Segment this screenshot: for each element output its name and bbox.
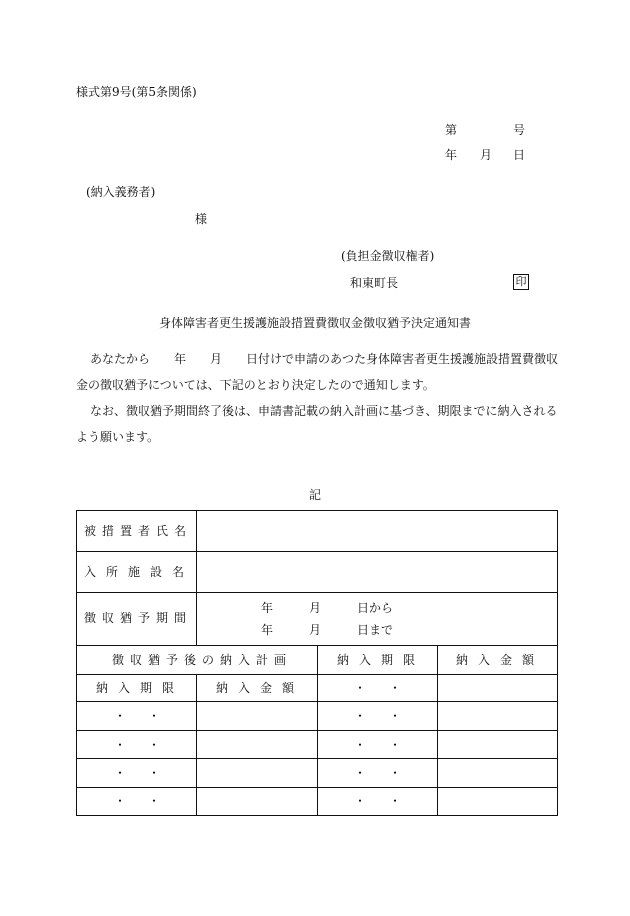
ki-heading: 記 (308, 488, 321, 502)
date-separator-dot: ・ (148, 738, 161, 752)
date-separator-dot: ・ (148, 766, 161, 780)
body-paragraph-2: なお、徴収猶予期間終了後は、申請書記載の納入計画に基づき、期限までに納入されるよう願います。 (76, 404, 558, 444)
deferral-period-label: 徴収猶予期間 (84, 611, 193, 625)
date-separator-dot: ・ (389, 681, 402, 695)
plan-header: 徴収猶予後の納入計画 (112, 653, 293, 667)
date-separator-dot: ・ (354, 738, 367, 752)
date-separator-dot: ・ (389, 794, 402, 808)
document-number-suffix: 号 (513, 123, 526, 137)
period-to-year: 年 (261, 623, 274, 637)
date-separator-dot: ・ (389, 738, 402, 752)
payer-honorific: 様 (195, 212, 208, 226)
table-rule (196, 674, 197, 816)
date-separator-dot: ・ (354, 681, 367, 695)
body-paragraph-1: あなたから 年 月 日付けで申請のあつた身体障害者更生援護施設措置費徴収金の徴収猶予については、下記のとおり決定したので通知します。 (76, 352, 559, 392)
issue-date-month: 月 (480, 148, 493, 162)
issue-date-year: 年 (445, 148, 458, 162)
amount-header: 納入金額 (456, 653, 545, 667)
date-separator-dot: ・ (354, 794, 367, 808)
date-separator-dot: ・ (389, 766, 402, 780)
date-separator-dot: ・ (148, 794, 161, 808)
collector-label: (負担金徴収権者) (341, 249, 435, 263)
detail-table (76, 510, 558, 816)
table-border (557, 510, 558, 816)
period-to-day: 日まで (357, 623, 394, 637)
seal-mark: 印 (513, 274, 529, 290)
table-border (76, 510, 558, 511)
table-rule (437, 645, 438, 816)
table-rule (76, 592, 558, 593)
payer-label: (納入義務者) (86, 185, 156, 199)
date-separator-dot: ・ (354, 766, 367, 780)
date-separator-dot: ・ (148, 709, 161, 723)
date-separator-dot: ・ (114, 794, 127, 808)
date-separator-dot: ・ (114, 766, 127, 780)
table-rule (317, 645, 318, 816)
date-separator-dot: ・ (389, 709, 402, 723)
document-title: 身体障害者更生援護施設措置費徴収金徴収猶予決定通知書 (158, 316, 471, 330)
document-number-prefix: 第 (445, 123, 458, 137)
plan-amount-header: 納入金額 (216, 681, 305, 695)
period-from-year: 年 (261, 601, 274, 615)
issuer-name: 和東町長 (350, 276, 399, 290)
issue-date-day: 日 (513, 148, 526, 162)
table-border (76, 510, 77, 816)
date-separator-dot: ・ (114, 709, 127, 723)
person-name-label: 被措置者氏名 (84, 524, 193, 538)
form-number: 様式第9号(第5条関係) (76, 85, 197, 99)
period-to-month: 月 (309, 623, 322, 637)
date-separator-dot: ・ (114, 738, 127, 752)
facility-name-label: 入所施設名 (84, 565, 195, 579)
period-from-month: 月 (309, 601, 322, 615)
period-from-day: 日から (357, 601, 394, 615)
date-separator-dot: ・ (354, 709, 367, 723)
table-rule (196, 510, 197, 645)
table-rule (76, 551, 558, 552)
plan-due-date-header: 納入期限 (96, 681, 185, 695)
due-date-header: 納入期限 (337, 653, 426, 667)
